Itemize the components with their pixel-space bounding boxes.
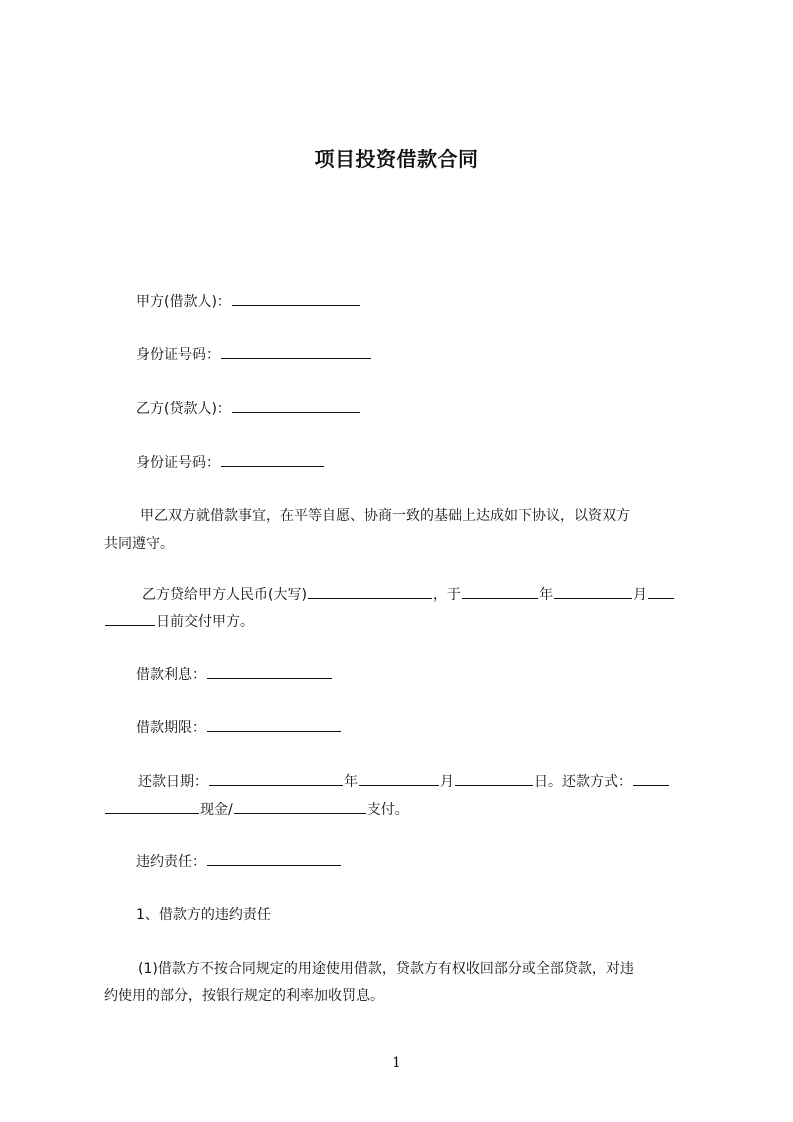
liability-line xyxy=(136,848,736,877)
liability-blank xyxy=(207,850,341,866)
repay-method-blank-end xyxy=(105,798,199,814)
loan-amount-label: 乙方贷给甲方人民币(大写) xyxy=(142,587,307,603)
term-line xyxy=(136,714,736,743)
page-number: 1 xyxy=(392,1055,401,1071)
party-b-id-blank xyxy=(221,451,324,467)
party-a-id-line xyxy=(136,341,736,370)
document-title: 项目投资借款合同 xyxy=(314,147,479,171)
year-label: 年 xyxy=(538,587,553,603)
repay-method-blank-start xyxy=(633,770,669,786)
term-blank xyxy=(207,716,341,732)
interest-line xyxy=(136,661,736,690)
party-b-id-line xyxy=(136,449,736,478)
party-b-label: 乙方(贷款人)： xyxy=(136,401,231,417)
party-a-blank xyxy=(232,290,360,306)
clause-1-title: 1、借款方的违约责任 xyxy=(136,907,271,923)
repay-date-label: 还款日期： xyxy=(138,774,208,790)
delivery-text: 日前交付甲方。 xyxy=(156,614,254,630)
repay-line-2 xyxy=(104,796,704,825)
clause-1-1-line-2: 约使用的部分，按银行规定的利率加收罚息。 xyxy=(104,988,384,1004)
interest-label: 借款利息： xyxy=(136,667,206,683)
party-b-blank xyxy=(232,397,360,413)
loan-day-blank-end xyxy=(105,610,155,626)
clause-1-1-line-1: (1)借款方不按合同规定的用途使用借款，贷款方有权收回部分或全部贷款，对违 xyxy=(138,961,634,977)
repay-year-label: 年 xyxy=(344,774,358,790)
loan-date-label: ，于 xyxy=(432,587,461,603)
loan-amount-blank xyxy=(308,583,432,599)
interest-blank xyxy=(207,663,332,679)
party-a-id-label: 身份证号码： xyxy=(136,347,220,363)
intro-paragraph-line-2: 共同遵守。 xyxy=(104,536,174,552)
party-a-id-blank xyxy=(221,343,371,359)
loan-year-blank xyxy=(462,583,538,599)
repay-month-blank xyxy=(359,770,439,786)
loan-day-blank-start xyxy=(648,583,674,599)
pay-text: 支付。 xyxy=(366,802,409,818)
repay-year-blank xyxy=(209,770,343,786)
party-a-label: 甲方(借款人)： xyxy=(136,294,231,310)
repay-day-blank xyxy=(455,770,533,786)
repay-month-label: 月 xyxy=(440,774,454,790)
party-b-line xyxy=(136,395,736,424)
month-label: 月 xyxy=(632,587,647,603)
loan-amount-line-1 xyxy=(104,581,742,610)
party-b-id-label: 身份证号码： xyxy=(136,455,220,471)
party-a-line xyxy=(136,288,736,317)
term-label: 借款期限： xyxy=(136,720,206,736)
repay-method-label: 日。还款方式： xyxy=(534,774,632,790)
intro-paragraph-line-1: 甲乙双方就借款事宜，在平等自愿、协商一致的基础上达成如下协议，以资双方 xyxy=(140,508,630,524)
loan-amount-line-2 xyxy=(104,608,704,637)
repay-line-1 xyxy=(104,768,738,797)
payment-method-blank xyxy=(234,798,366,814)
liability-label: 违约责任： xyxy=(136,854,206,870)
loan-month-blank xyxy=(554,583,632,599)
cash-text: 现金/ xyxy=(200,802,233,818)
